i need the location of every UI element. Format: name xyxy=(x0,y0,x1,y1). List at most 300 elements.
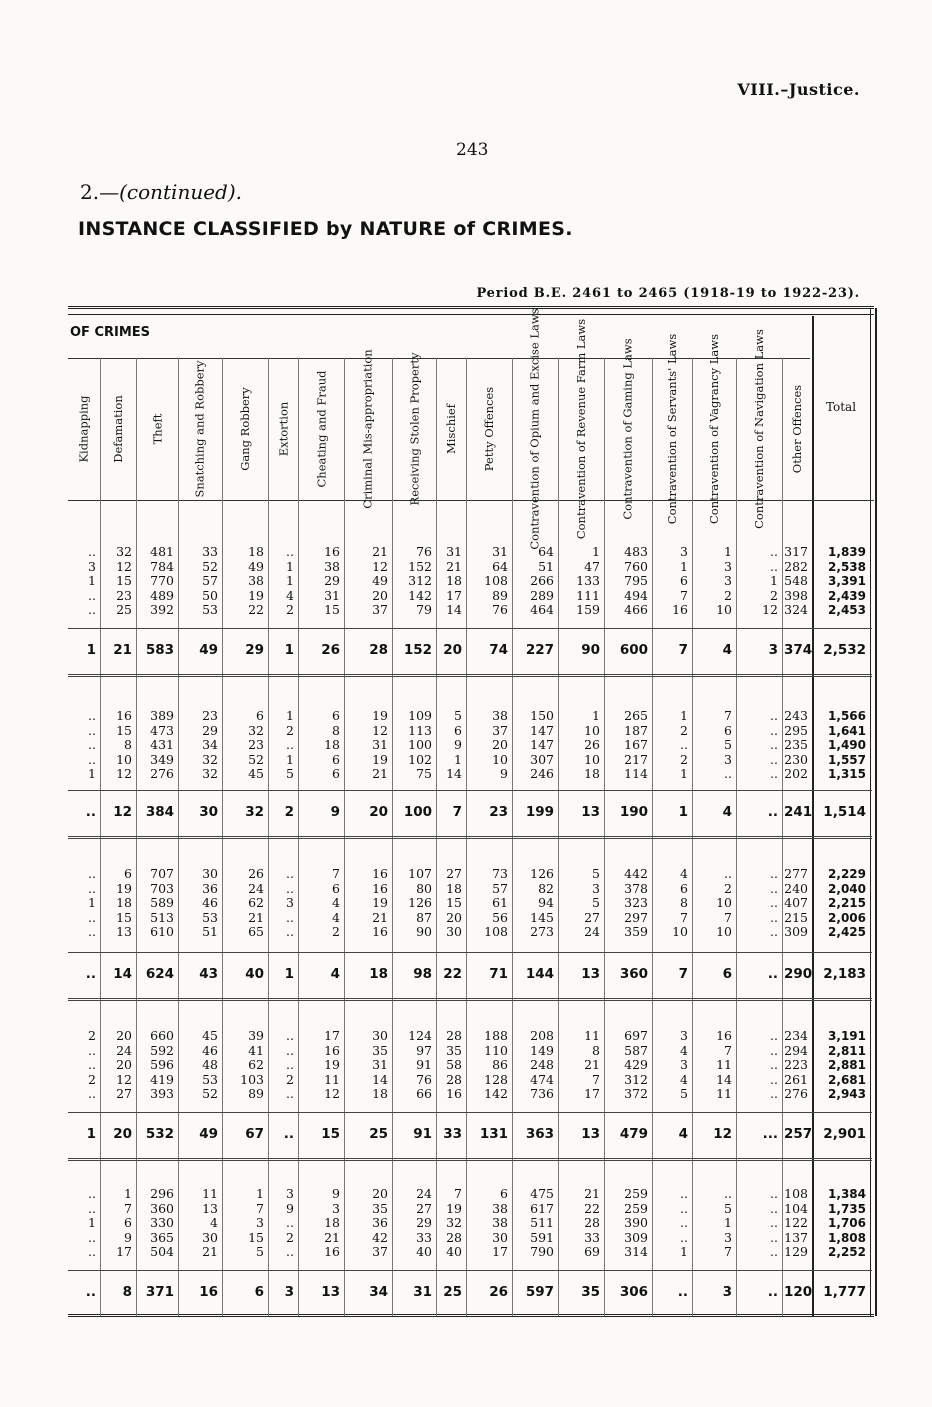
table-cell: 20 xyxy=(116,1028,132,1043)
table-cell: 6 xyxy=(454,722,462,738)
total-cell: 2,229 xyxy=(828,867,866,881)
table-cell: 48 xyxy=(202,1057,218,1072)
table-cell: 10 xyxy=(492,751,508,767)
table-cell: 597 xyxy=(525,1284,554,1300)
table-cell: 14 xyxy=(716,1071,732,1087)
table-cell: 31 xyxy=(492,544,508,559)
table-cell: 131 xyxy=(479,1126,508,1142)
table-cell: 1 xyxy=(724,1215,732,1230)
table-cell: 7 xyxy=(680,587,688,603)
table-cell: 33 xyxy=(202,544,218,559)
table-cell: 40 xyxy=(416,1244,432,1259)
table-cell: 18 xyxy=(324,1215,340,1230)
table-cell: 1 xyxy=(124,1186,132,1201)
column-header-label: Petty Offences xyxy=(482,386,497,472)
table-cell: 46 xyxy=(202,895,218,910)
table-cell: 365 xyxy=(150,1229,174,1245)
table-cell: 14 xyxy=(446,602,462,617)
table-cell: 28 xyxy=(369,642,388,658)
column-header xyxy=(178,362,222,496)
table-cell: 3 xyxy=(724,1229,732,1245)
table-title: INSTANCE CLASSIFIED by NATURE of CRIMES. xyxy=(78,218,573,240)
summary-rule xyxy=(68,628,872,629)
table-cell: 167 xyxy=(624,737,648,752)
table-cell: 7 xyxy=(724,909,732,925)
table-cell: 227 xyxy=(525,642,554,658)
table-cell: .. xyxy=(88,1086,96,1101)
top-double-rule xyxy=(68,306,874,309)
table-cell: 17 xyxy=(492,1244,508,1259)
table-cell: 660 xyxy=(150,1028,174,1043)
table-cell: 6 xyxy=(722,966,732,982)
table-cell: .. xyxy=(770,544,778,559)
table-cell: 9 xyxy=(286,1200,294,1216)
table-cell: .. xyxy=(767,966,778,982)
table-cell: 29 xyxy=(324,573,340,588)
table-cell: 7 xyxy=(454,1186,462,1201)
table-cell: 6 xyxy=(332,708,340,723)
column-header-label: Contravention of Vagrancy Laws xyxy=(707,334,721,524)
table-cell: 120 xyxy=(784,1284,813,1300)
column-header-label: Contravention of Navigation Laws xyxy=(752,329,766,529)
table-cell: .. xyxy=(770,909,778,925)
table-cell: 29 xyxy=(245,642,264,658)
table-cell: 3 xyxy=(332,1200,340,1216)
table-cell: 7 xyxy=(592,1071,600,1087)
table-cell: 10 xyxy=(716,602,732,617)
total-cell: 1,557 xyxy=(828,752,866,767)
table-cell: 20 xyxy=(116,1057,132,1072)
column-header-label: Theft xyxy=(149,413,164,445)
table-cell: 142 xyxy=(484,1086,508,1101)
table-cell: 7 xyxy=(724,1042,732,1058)
table-cell: .. xyxy=(770,722,778,738)
table-cell: .. xyxy=(770,751,778,767)
table-cell: 7 xyxy=(678,966,688,982)
table-cell: 25 xyxy=(369,1126,388,1142)
table-cell: 276 xyxy=(784,1086,808,1101)
table-cell: 21 xyxy=(372,909,388,925)
table-cell: 1 xyxy=(284,642,294,658)
table-cell: 9 xyxy=(330,804,340,820)
table-cell: .. xyxy=(286,866,294,881)
table-cell: 64 xyxy=(538,544,554,559)
summary-rule xyxy=(68,1112,872,1113)
table-cell: 42 xyxy=(372,1229,388,1245)
table-cell: .. xyxy=(724,766,732,781)
table-cell: 1 xyxy=(680,766,688,781)
table-cell: 12 xyxy=(116,1071,132,1087)
table-cell: 1 xyxy=(592,708,600,723)
table-cell: 4 xyxy=(210,1215,218,1230)
column-header xyxy=(604,338,652,520)
table-cell: 374 xyxy=(784,642,813,658)
table-cell: 5 xyxy=(592,895,600,910)
table-cell: 76 xyxy=(416,544,432,559)
summary-rule xyxy=(68,790,872,791)
column-header-label: Kidnapping xyxy=(77,395,92,463)
table-cell: 137 xyxy=(784,1229,808,1245)
table-cell: 10 xyxy=(672,924,688,939)
table-cell: 16 xyxy=(199,1284,218,1300)
column-header xyxy=(298,362,344,496)
table-cell: 259 xyxy=(624,1200,648,1216)
table-cell: 14 xyxy=(113,966,132,982)
table-cell: 33 xyxy=(416,1229,432,1245)
table-cell: 18 xyxy=(116,895,132,910)
table-cell: 241 xyxy=(784,804,813,820)
table-cell: 46 xyxy=(202,1042,218,1058)
table-cell: 3 xyxy=(286,895,294,910)
table-cell: 23 xyxy=(248,737,264,752)
total-cell: 1,839 xyxy=(828,545,866,559)
table-cell: 11 xyxy=(324,1071,340,1087)
total-cell: 1,566 xyxy=(828,709,866,723)
table-cell: 31 xyxy=(372,737,388,752)
table-cell: 15 xyxy=(116,722,132,738)
table-cell: 73 xyxy=(492,866,508,881)
table-cell: 65 xyxy=(248,924,264,939)
table-cell: .. xyxy=(88,751,96,767)
table-cell: 6 xyxy=(124,866,132,881)
table-cell: 3 xyxy=(88,558,96,574)
table-cell: .. xyxy=(88,737,96,752)
table-cell: 11 xyxy=(202,1186,218,1201)
table-cell: 266 xyxy=(530,573,554,588)
table-cell: 7 xyxy=(724,708,732,723)
table-cell: 1 xyxy=(680,1244,688,1259)
total-cell: 2,532 xyxy=(823,642,866,658)
table-cell: 504 xyxy=(150,1244,174,1259)
table-cell: 8 xyxy=(332,722,340,738)
table-cell: .. xyxy=(286,924,294,939)
table-cell: .. xyxy=(770,924,778,939)
table-cell: 69 xyxy=(584,1244,600,1259)
continued-heading xyxy=(80,180,242,204)
table-cell: 7 xyxy=(332,866,340,881)
table-cell: 4 xyxy=(678,1126,688,1142)
table-cell: 349 xyxy=(150,751,174,767)
table-cell: 30 xyxy=(202,866,218,881)
table-cell: 1 xyxy=(680,558,688,574)
table-cell: 6 xyxy=(332,880,340,896)
table-cell: 13 xyxy=(581,804,600,820)
table-cell: .. xyxy=(88,544,96,559)
table-cell: 52 xyxy=(202,1086,218,1101)
table-cell: 257 xyxy=(784,1126,813,1142)
table-cell: 277 xyxy=(784,866,808,881)
table-cell: 4 xyxy=(286,587,294,603)
table-cell: 30 xyxy=(202,1229,218,1245)
column-header-label: Other Offences xyxy=(790,384,804,474)
table-cell: 21 xyxy=(202,1244,218,1259)
table-cell: 9 xyxy=(124,1229,132,1245)
table-cell: 483 xyxy=(624,544,648,559)
table-cell: 16 xyxy=(716,1028,732,1043)
table-cell: .. xyxy=(88,866,96,881)
table-cell: 289 xyxy=(530,587,554,603)
table-cell: 12 xyxy=(713,1126,732,1142)
table-cell: .. xyxy=(286,1215,294,1230)
table-cell: 28 xyxy=(446,1229,462,1245)
table-cell: 17 xyxy=(324,1028,340,1043)
column-header xyxy=(512,308,558,550)
table-cell: 40 xyxy=(245,966,264,982)
table-cell: 89 xyxy=(248,1086,264,1101)
table-cell: 532 xyxy=(145,1126,174,1142)
table-cell: 37 xyxy=(372,602,388,617)
table-cell: 129 xyxy=(784,1244,808,1259)
table-cell: .. xyxy=(770,1071,778,1087)
section-heading: VIII.–Justice. xyxy=(737,80,860,99)
table-cell: 20 xyxy=(372,587,388,603)
table-cell: 2 xyxy=(286,1229,294,1245)
table-cell: 707 xyxy=(150,866,174,881)
table-cell: 34 xyxy=(202,737,218,752)
table-cell: 89 xyxy=(492,587,508,603)
column-header-label: Contravention of Opium and Excise Laws xyxy=(528,308,542,550)
table-cell: 76 xyxy=(416,1071,432,1087)
table-cell: 1 xyxy=(256,1186,264,1201)
total-cell: 1,706 xyxy=(828,1216,866,1230)
column-header xyxy=(652,333,692,525)
table-cell: 309 xyxy=(624,1229,648,1245)
table-cell: 21 xyxy=(446,558,462,574)
table-cell: 19 xyxy=(446,1200,462,1216)
table-cell: 795 xyxy=(624,573,648,588)
table-cell: 481 xyxy=(150,544,174,559)
total-cell: 1,735 xyxy=(828,1201,866,1216)
table-cell: 4 xyxy=(722,642,732,658)
table-cell: 5 xyxy=(454,708,462,723)
table-cell: 1 xyxy=(678,804,688,820)
table-cell: 703 xyxy=(150,880,174,896)
table-cell: .. xyxy=(770,1057,778,1072)
table-cell: 5 xyxy=(286,766,294,781)
table-cell: 103 xyxy=(240,1071,264,1087)
table-cell: 589 xyxy=(150,895,174,910)
table-cell: 6 xyxy=(680,880,688,896)
table-cell: 100 xyxy=(408,737,432,752)
bottom-double-rule xyxy=(68,1314,874,1317)
table-cell: 147 xyxy=(530,722,554,738)
table-cell: 16 xyxy=(324,544,340,559)
table-cell: 15 xyxy=(446,895,462,910)
table-cell: 58 xyxy=(446,1057,462,1072)
table-cell: 10 xyxy=(584,751,600,767)
table-cell: .. xyxy=(286,1042,294,1058)
table-cell: 479 xyxy=(619,1126,648,1142)
table-cell: 19 xyxy=(248,587,264,603)
table-cell: 17 xyxy=(584,1086,600,1101)
table-cell: 10 xyxy=(716,895,732,910)
table-cell: 49 xyxy=(372,573,388,588)
table-cell: .. xyxy=(770,1215,778,1230)
table-cell: 511 xyxy=(530,1215,554,1230)
table-cell: 27 xyxy=(116,1086,132,1101)
block-double-rule xyxy=(68,836,872,839)
table-cell: 20 xyxy=(446,909,462,925)
table-cell: 15 xyxy=(116,573,132,588)
table-cell: .. xyxy=(770,1028,778,1043)
table-cell: 5 xyxy=(724,737,732,752)
table-cell: 43 xyxy=(199,966,218,982)
total-cell: 2,453 xyxy=(828,603,866,617)
table-cell: 230 xyxy=(784,751,808,767)
table-cell: 49 xyxy=(199,642,218,658)
table-cell: 587 xyxy=(624,1042,648,1058)
table-cell: 12 xyxy=(113,804,132,820)
table-cell: 372 xyxy=(624,1086,648,1101)
table-cell: 20 xyxy=(369,804,388,820)
table-cell: 40 xyxy=(446,1244,462,1259)
table-cell: 4 xyxy=(722,804,732,820)
table-cell: .. xyxy=(770,895,778,910)
table-cell: 38 xyxy=(492,1200,508,1216)
table-cell: 26 xyxy=(248,866,264,881)
table-number: 2.— xyxy=(80,180,120,204)
table-cell: 20 xyxy=(372,1186,388,1201)
column-header xyxy=(222,362,268,496)
table-cell: 37 xyxy=(492,722,508,738)
total-cell: 2,183 xyxy=(823,966,866,982)
table-cell: 31 xyxy=(413,1284,432,1300)
table-cell: 21 xyxy=(324,1229,340,1245)
table-cell: .. xyxy=(770,880,778,896)
table-cell: 3 xyxy=(722,1284,732,1300)
table-cell: 32 xyxy=(248,722,264,738)
column-header xyxy=(392,352,436,506)
table-cell: 393 xyxy=(150,1086,174,1101)
table-cell: 16 xyxy=(324,1042,340,1058)
table-cell: 17 xyxy=(446,587,462,603)
table-cell: 20 xyxy=(492,737,508,752)
table-cell: .. xyxy=(770,1200,778,1216)
table-cell: .. xyxy=(770,766,778,781)
table-cell: 8 xyxy=(592,1042,600,1058)
table-cell: .. xyxy=(85,804,96,820)
table-cell: .. xyxy=(770,1244,778,1259)
table-cell: 159 xyxy=(576,602,600,617)
table-cell: 62 xyxy=(248,1057,264,1072)
table-cell: 2 xyxy=(770,587,778,603)
table-cell: 261 xyxy=(784,1071,808,1087)
table-cell: 295 xyxy=(784,722,808,738)
table-cell: .. xyxy=(286,880,294,896)
table-cell: 21 xyxy=(584,1186,600,1201)
table-cell: .. xyxy=(283,1126,294,1142)
table-cell: 1 xyxy=(592,544,600,559)
table-cell: 66 xyxy=(416,1086,432,1101)
table-cell: 235 xyxy=(784,737,808,752)
table-cell: 18 xyxy=(584,766,600,781)
table-cell: 243 xyxy=(784,708,808,723)
table-cell: 8 xyxy=(124,737,132,752)
column-header-label: Defamation xyxy=(111,395,125,463)
table-cell: 91 xyxy=(413,1126,432,1142)
table-cell: 7 xyxy=(724,1244,732,1259)
table-cell: 108 xyxy=(484,924,508,939)
table-cell: .. xyxy=(724,866,732,881)
table-cell: 3 xyxy=(256,1215,264,1230)
table-cell: 13 xyxy=(116,924,132,939)
table-cell: 7 xyxy=(124,1200,132,1216)
table-cell: 13 xyxy=(202,1200,218,1216)
table-row xyxy=(68,1086,872,1102)
table-cell: 223 xyxy=(784,1057,808,1072)
table-cell: 28 xyxy=(584,1215,600,1230)
table-cell: 215 xyxy=(784,909,808,925)
column-header xyxy=(736,329,782,529)
column-header-label: Extortion xyxy=(276,401,290,457)
table-cell: .. xyxy=(680,737,688,752)
table-cell: .. xyxy=(770,1229,778,1245)
column-header-label: Snatching and Robbery xyxy=(193,360,208,498)
block-double-rule xyxy=(68,674,872,677)
table-cell: 35 xyxy=(581,1284,600,1300)
block-double-rule xyxy=(68,1158,872,1161)
table-cell: 217 xyxy=(624,751,648,767)
table-cell: .. xyxy=(88,1244,96,1259)
table-cell: 128 xyxy=(484,1071,508,1087)
table-cell: 188 xyxy=(484,1028,508,1043)
table-cell: 2 xyxy=(724,587,732,603)
table-cell: 18 xyxy=(369,966,388,982)
table-cell: .. xyxy=(88,1186,96,1201)
table-cell: 57 xyxy=(492,880,508,896)
table-cell: 360 xyxy=(150,1200,174,1216)
table-cell: 8 xyxy=(680,895,688,910)
table-cell: 86 xyxy=(492,1057,508,1072)
table-cell: 97 xyxy=(416,1042,432,1058)
table-cell: .. xyxy=(286,544,294,559)
table-cell: 5 xyxy=(724,1200,732,1216)
table-cell: 9 xyxy=(454,737,462,752)
table-cell: 1 xyxy=(286,573,294,588)
table-cell: 32 xyxy=(116,544,132,559)
table-cell: 32 xyxy=(202,751,218,767)
column-header xyxy=(68,362,100,496)
table-cell: 23 xyxy=(116,587,132,603)
summary-row xyxy=(68,642,872,658)
table-cell: 51 xyxy=(538,558,554,574)
table-cell: 16 xyxy=(372,880,388,896)
table-cell: 11 xyxy=(716,1086,732,1101)
table-cell: 18 xyxy=(248,544,264,559)
table-cell: 45 xyxy=(202,1028,218,1043)
table-cell: 6 xyxy=(680,573,688,588)
table-cell: 1 xyxy=(86,1126,96,1142)
table-cell: 18 xyxy=(446,880,462,896)
table-row xyxy=(68,1244,872,1260)
table-cell: 32 xyxy=(202,766,218,781)
table-cell: 21 xyxy=(584,1057,600,1072)
table-cell: 610 xyxy=(150,924,174,939)
column-header xyxy=(344,349,392,509)
table-cell: 4 xyxy=(680,866,688,881)
table-cell: 1 xyxy=(724,544,732,559)
table-cell: 107 xyxy=(408,866,432,881)
table-cell: 1 xyxy=(286,558,294,574)
table-cell: 2 xyxy=(332,924,340,939)
table-cell: 617 xyxy=(530,1200,554,1216)
table-cell: 398 xyxy=(784,587,808,603)
table-cell: 4 xyxy=(332,895,340,910)
table-cell: 273 xyxy=(530,924,554,939)
table-cell: 14 xyxy=(446,766,462,781)
total-cell: 1,641 xyxy=(828,723,866,738)
table-cell: 90 xyxy=(416,924,432,939)
